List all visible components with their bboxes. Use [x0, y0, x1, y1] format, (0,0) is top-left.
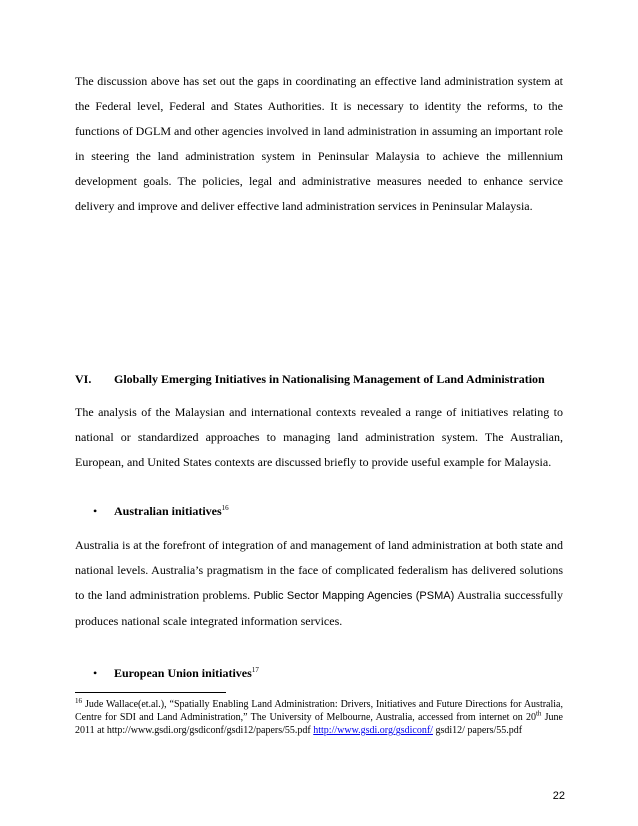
footnote-number: 16 [75, 696, 82, 705]
date-suffix: th [535, 709, 542, 718]
section-title: Globally Emerging Initiatives in Nationalising Management of Land Administration [114, 372, 545, 386]
footnote-text-c: gsdi12/ papers/55.pdf [432, 725, 523, 736]
footnote-reference[interactable]: 16 [221, 504, 229, 512]
footnote-reference[interactable]: 17 [251, 666, 259, 674]
bullet-australian-initiatives [93, 504, 229, 519]
australia-paragraph [75, 533, 563, 634]
psma-name: Public Sector Mapping Agencies (PSMA) [253, 590, 455, 602]
footnote-separator [75, 692, 226, 693]
page-number: 22 [552, 790, 565, 802]
section-heading [75, 372, 565, 387]
footnote-text-b: June 2011 at http://www.gsdi.org/gsdiconf/gsdi12/papers/55.pdf [75, 712, 563, 736]
section-number: VI. [75, 372, 92, 386]
footnote-text-a: Jude Wallace(et.al.), “Spatially Enabling Land Administration: Drivers, Initiatives and Future Directions for Australia, Centre for SDI and Land Administration,” The University of Melbourne, Australia, accessed from internet on 20 [75, 699, 563, 723]
analysis-paragraph: The analysis of the Malaysian and international contexts revealed a range of initiatives relating to national or standardized approaches to managing land administration system. The Australian, European, and United States contexts are discussed briefly to provide useful example for Malaysia. [75, 405, 563, 469]
bullet-label: European Union initiatives [114, 666, 252, 680]
bullet-label: Australian initiatives [114, 504, 222, 518]
bullet-icon: • [93, 666, 98, 680]
bullet-icon: • [93, 504, 98, 518]
australia-text-b: Australia successfully produces national scale integrated information services. [75, 588, 563, 628]
bullet-european-union-initiatives [93, 666, 259, 681]
intro-paragraph: The discussion above has set out the gaps in coordinating an effective land administration system at the Federal level, Federal and States Authorities. It is necessary to identity the reforms, to the functions of DGLM and other agencies involved in land administration in assuming an important role in steering the land administration system in Peninsular Malaysia to achieve the millennium development goals. The policies, legal and administrative measures needed to enhance service delivery and improve and deliver effective land administration services in Peninsular Malaysia. [75, 74, 563, 213]
footnote-16 [75, 698, 563, 737]
australia-text-a: Australia is at the forefront of integration of and management of land administration at both state and national levels. Australia’s pragmatism in the face of complicated federalism has delivered solutions to the land administration problems. [75, 538, 563, 602]
gsdi-link[interactable]: http://www.gsdi.org/gsdiconf/ [313, 725, 433, 736]
